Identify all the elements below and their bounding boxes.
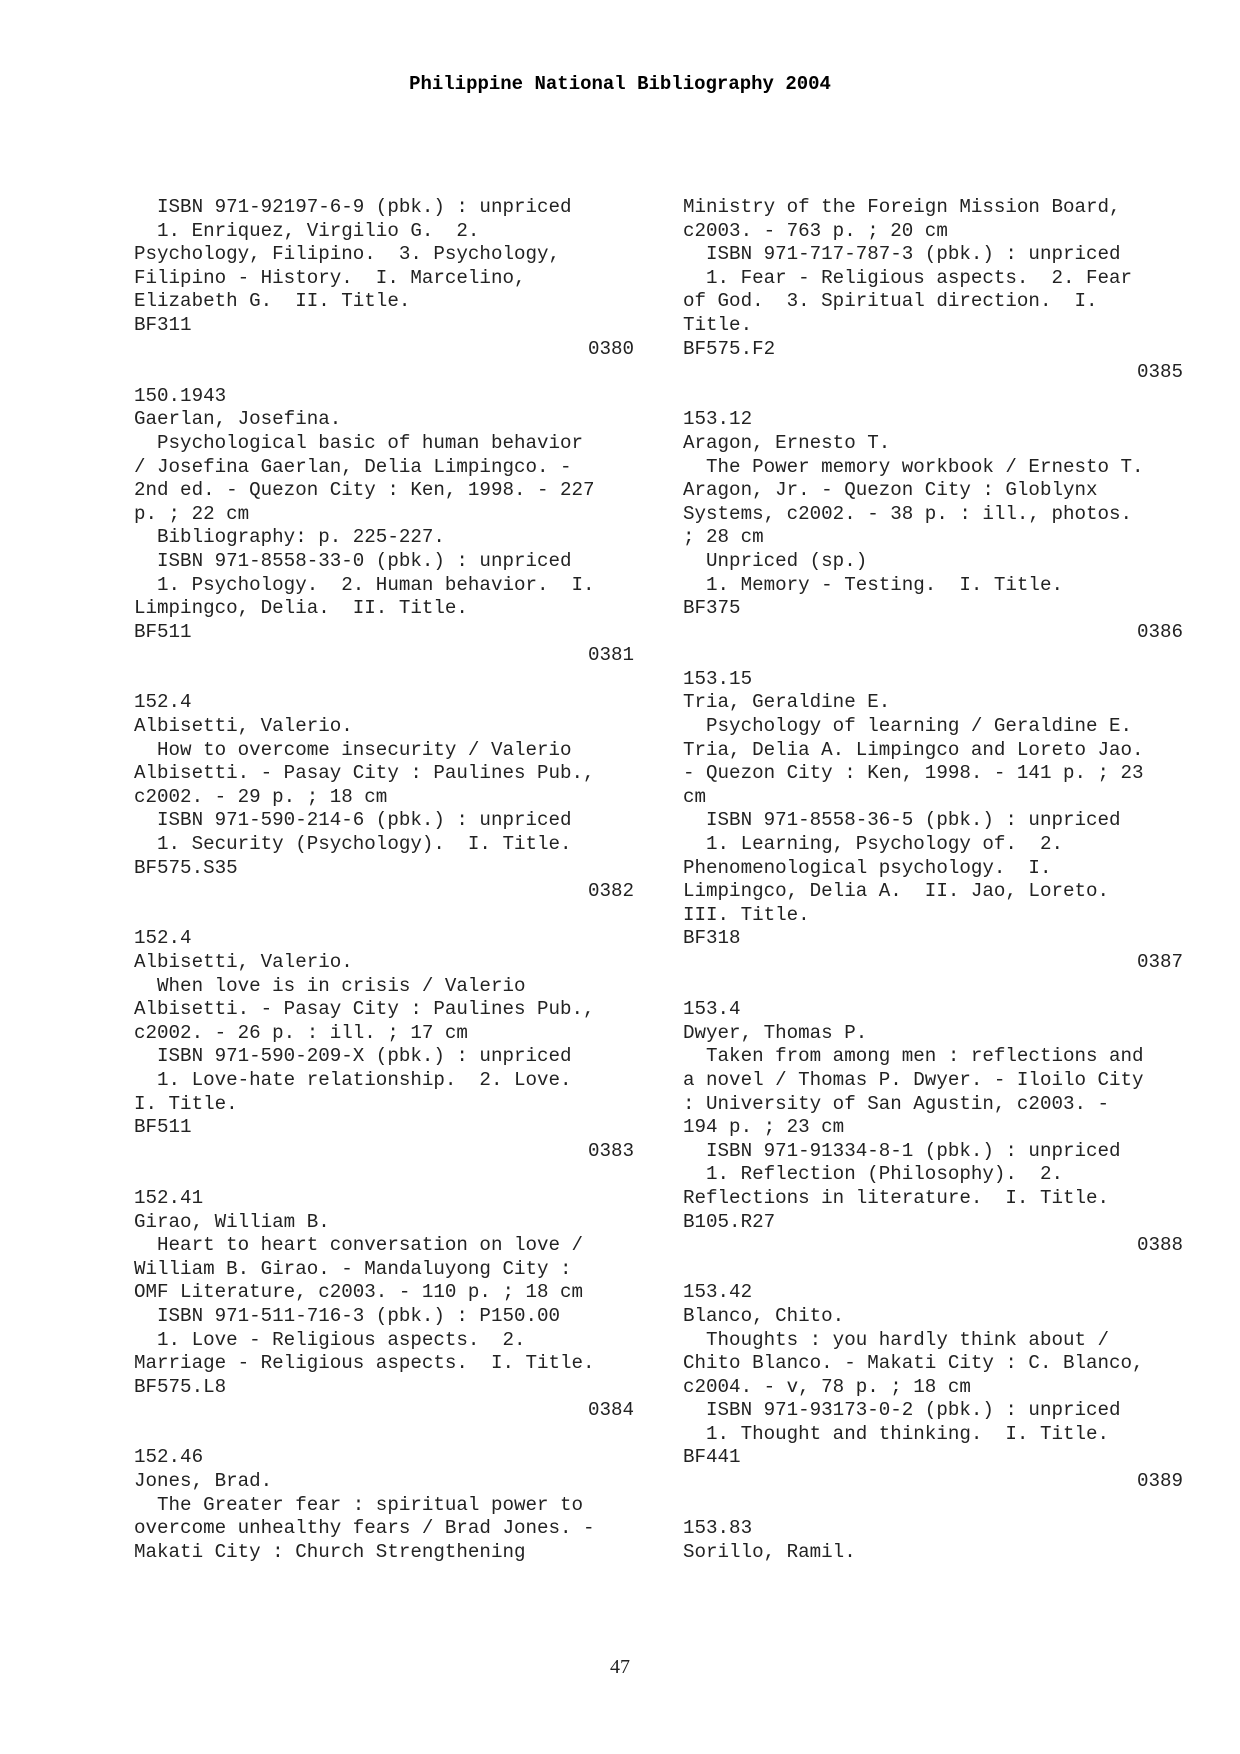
entry-line: Ministry of the Foreign Mission Board, bbox=[683, 196, 1121, 218]
entry-number: 0385 bbox=[1136, 361, 1183, 384]
entry-line: Aragon, Ernesto T. bbox=[683, 431, 891, 454]
bibliography-entry bbox=[134, 1446, 634, 1564]
entry-line: BF375 bbox=[683, 597, 741, 620]
entry-spacer bbox=[683, 975, 1183, 999]
entry-line: 1. Love - Religious aspects. 2. bbox=[134, 1328, 526, 1351]
entry-line: Tria, Geraldine E. bbox=[683, 691, 891, 714]
page-number: 47 bbox=[610, 1656, 630, 1678]
bibliography-entry bbox=[134, 196, 634, 385]
entry-line: Aragon, Jr. - Quezon City : Globlynx bbox=[683, 479, 1098, 502]
entry-line: Bibliography: p. 225-227. bbox=[134, 526, 445, 549]
entry-line: Taken from among men : reflections and bbox=[683, 1045, 1144, 1068]
entry-line: 153.42 bbox=[683, 1281, 753, 1304]
entry-line: Phenomenological psychology. I. bbox=[683, 856, 1052, 879]
entry-line: Thoughts : you hardly think about / bbox=[683, 1328, 1110, 1351]
bibliography-entry bbox=[134, 385, 634, 692]
entry-line: 1. Memory - Testing. I. Title. bbox=[683, 573, 1063, 596]
entry-line: 1. Psychology. 2. Human behavior. I. bbox=[134, 573, 595, 596]
bibliography-entry bbox=[683, 1517, 1183, 1564]
bibliography-entry bbox=[683, 668, 1183, 998]
entry-line: Albisetti. - Pasay City : Paulines Pub., bbox=[134, 762, 595, 785]
entry-line: c2002. - 26 p. : ill. ; 17 cm bbox=[134, 1021, 468, 1044]
entry-line: overcome unhealthy fears / Brad Jones. - bbox=[134, 1517, 595, 1540]
entry-line: BF441 bbox=[683, 1446, 741, 1469]
entry-line: cm bbox=[683, 785, 707, 808]
entry-line: 152.4 bbox=[134, 927, 192, 950]
entry-line: BF511 bbox=[134, 1116, 192, 1139]
entry-line: p. ; 22 cm bbox=[134, 502, 250, 525]
entry-line: - Quezon City : Ken, 1998. - 141 p. ; 23 bbox=[683, 762, 1144, 785]
entry-line: 153.83 bbox=[683, 1517, 753, 1540]
entry-line: ISBN 971-92197-6-9 (pbk.) : unpriced bbox=[134, 196, 572, 218]
entry-number: 0381 bbox=[587, 644, 634, 667]
entry-line: 2nd ed. - Quezon City : Ken, 1998. - 227 bbox=[134, 479, 595, 502]
entry-line: 1. Fear - Religious aspects. 2. Fear bbox=[683, 266, 1133, 289]
entry-line: Elizabeth G. II. Title. bbox=[134, 290, 411, 313]
entry-line: B105.R27 bbox=[683, 1210, 776, 1233]
entry-line: 153.12 bbox=[683, 408, 753, 431]
entry-line: ISBN 971-590-214-6 (pbk.) : unpriced bbox=[134, 809, 572, 832]
entry-line: c2002. - 29 p. ; 18 cm bbox=[134, 785, 388, 808]
entry-line: Heart to heart conversation on love / bbox=[134, 1234, 584, 1257]
entry-spacer bbox=[683, 385, 1183, 409]
entry-line: 152.46 bbox=[134, 1446, 204, 1469]
entry-line: Reflections in literature. I. Title. bbox=[683, 1186, 1110, 1209]
entry-number: 0387 bbox=[1136, 951, 1183, 973]
bibliography-entry bbox=[134, 1187, 634, 1447]
entry-line: Gaerlan, Josefina. bbox=[134, 408, 342, 431]
entry-line: Jones, Brad. bbox=[134, 1470, 273, 1493]
entry-line: of God. 3. Spiritual direction. I. bbox=[683, 290, 1098, 313]
entry-line: 1. Reflection (Philosophy). 2. bbox=[683, 1163, 1063, 1186]
entry-line: ISBN 971-91334-8-1 (pbk.) : unpriced bbox=[683, 1139, 1121, 1162]
entry-line: Albisetti. - Pasay City : Paulines Pub., bbox=[134, 998, 595, 1021]
entry-line: : University of San Agustin, c2003. - bbox=[683, 1092, 1110, 1115]
entry-spacer bbox=[683, 1258, 1183, 1282]
entry-line: 152.4 bbox=[134, 691, 192, 714]
entry-line: Systems, c2002. - 38 p. : ill., photos. bbox=[683, 502, 1133, 525]
entry-line: 1. Love-hate relationship. 2. Love. bbox=[134, 1068, 572, 1091]
entry-line: How to overcome insecurity / Valerio bbox=[134, 738, 572, 761]
entry-line: / Josefina Gaerlan, Delia Limpingco. - bbox=[134, 455, 572, 478]
entry-line: Limpingco, Delia A. II. Jao, Loreto. bbox=[683, 880, 1110, 903]
entry-spacer bbox=[134, 1163, 634, 1187]
entry-line: BF311 bbox=[134, 313, 192, 336]
entry-line: Girao, William B. bbox=[134, 1210, 330, 1233]
entry-line: 152.41 bbox=[134, 1186, 204, 1209]
entry-line: BF575.L8 bbox=[134, 1375, 227, 1398]
entry-number: 0384 bbox=[587, 1399, 634, 1422]
entry-line: Limpingco, Delia. II. Title. bbox=[134, 597, 468, 620]
entry-line: Marriage - Religious aspects. I. Title. bbox=[134, 1352, 595, 1375]
entry-line: ISBN 971-93173-0-2 (pbk.) : unpriced bbox=[683, 1399, 1121, 1422]
bibliography-entry bbox=[134, 927, 634, 1187]
entry-line: ISBN 971-8558-33-0 (pbk.) : unpriced bbox=[134, 549, 572, 572]
entry-line: Makati City : Church Strengthening bbox=[134, 1540, 526, 1563]
entry-line: ISBN 971-717-787-3 (pbk.) : unpriced bbox=[683, 243, 1121, 266]
entry-line: William B. Girao. - Mandaluyong City : bbox=[134, 1257, 572, 1280]
entry-line: ; 28 cm bbox=[683, 526, 764, 549]
entry-line: The Power memory workbook / Ernesto T. bbox=[683, 455, 1144, 478]
entry-line: Psychological basic of human behavior bbox=[134, 431, 584, 454]
entry-line: Dwyer, Thomas P. bbox=[683, 1021, 868, 1044]
entry-number: 0388 bbox=[1136, 1234, 1183, 1257]
entry-line: ISBN 971-511-716-3 (pbk.) : P150.00 bbox=[134, 1304, 561, 1327]
entry-line: c2004. - v, 78 p. ; 18 cm bbox=[683, 1375, 971, 1398]
entry-spacer bbox=[683, 644, 1183, 668]
entry-line: Filipino - History. I. Marcelino, bbox=[134, 266, 526, 289]
entry-line: I. Title. bbox=[134, 1092, 238, 1115]
entry-line: When love is in crisis / Valerio bbox=[134, 974, 526, 997]
entry-line: 150.1943 bbox=[134, 384, 227, 407]
entry-line: ISBN 971-590-209-X (pbk.) : unpriced bbox=[134, 1045, 572, 1068]
entry-spacer bbox=[683, 1494, 1183, 1518]
entry-line: 1. Security (Psychology). I. Title. bbox=[134, 833, 572, 856]
bibliography-entry bbox=[683, 998, 1183, 1281]
entry-spacer bbox=[134, 361, 634, 385]
bibliography-entry bbox=[683, 408, 1183, 668]
entry-line: Psychology, Filipino. 3. Psychology, bbox=[134, 243, 561, 266]
entry-number: 0382 bbox=[587, 880, 634, 903]
entry-line: Sorillo, Ramil. bbox=[683, 1540, 856, 1563]
entry-number: 0389 bbox=[1136, 1470, 1183, 1493]
entry-number: 0383 bbox=[587, 1139, 634, 1162]
entry-line: c2003. - 763 p. ; 20 cm bbox=[683, 219, 948, 242]
entry-line: Blanco, Chito. bbox=[683, 1304, 845, 1327]
entry-line: 194 p. ; 23 cm bbox=[683, 1116, 845, 1139]
entry-line: 153.4 bbox=[683, 998, 741, 1021]
bibliography-entry bbox=[683, 1281, 1183, 1517]
entry-line: BF318 bbox=[683, 927, 741, 950]
entry-line: Psychology of learning / Geraldine E. bbox=[683, 715, 1133, 738]
entry-line: 1. Learning, Psychology of. 2. bbox=[683, 833, 1063, 856]
bibliography-entry bbox=[683, 196, 1183, 408]
entry-line: 1. Enriquez, Virgilio G. 2. bbox=[134, 219, 480, 242]
entry-line: OMF Literature, c2003. - 110 p. ; 18 cm bbox=[134, 1281, 584, 1304]
entry-line: Albisetti, Valerio. bbox=[134, 951, 353, 973]
entry-line: III. Title. bbox=[683, 903, 810, 926]
entry-number: 0380 bbox=[587, 337, 634, 360]
entry-line: 153.15 bbox=[683, 667, 753, 690]
bibliography-entry bbox=[134, 691, 634, 927]
entry-line: BF575.S35 bbox=[134, 856, 238, 879]
entry-line: BF575.F2 bbox=[683, 337, 776, 360]
entry-line: The Greater fear : spiritual power to bbox=[134, 1493, 584, 1516]
entry-spacer bbox=[134, 668, 634, 692]
page-header: Philippine National Bibliography 2004 bbox=[409, 73, 831, 95]
entry-line: Chito Blanco. - Makati City : C. Blanco, bbox=[683, 1352, 1144, 1375]
entry-line: BF511 bbox=[134, 620, 192, 643]
entry-line: ISBN 971-8558-36-5 (pbk.) : unpriced bbox=[683, 809, 1121, 832]
entry-line: 1. Thought and thinking. I. Title. bbox=[683, 1422, 1110, 1445]
entry-line: Title. bbox=[683, 313, 753, 336]
entry-line: Tria, Delia A. Limpingco and Loreto Jao. bbox=[683, 738, 1144, 761]
entry-line: a novel / Thomas P. Dwyer. - Iloilo City bbox=[683, 1068, 1144, 1091]
entry-line: Albisetti, Valerio. bbox=[134, 715, 353, 738]
entry-spacer bbox=[134, 1423, 634, 1447]
entry-spacer bbox=[134, 904, 634, 928]
entry-number: 0386 bbox=[1136, 620, 1183, 643]
entry-line: Unpriced (sp.) bbox=[683, 549, 868, 572]
left-column bbox=[134, 196, 634, 1564]
right-column bbox=[683, 196, 1183, 1564]
